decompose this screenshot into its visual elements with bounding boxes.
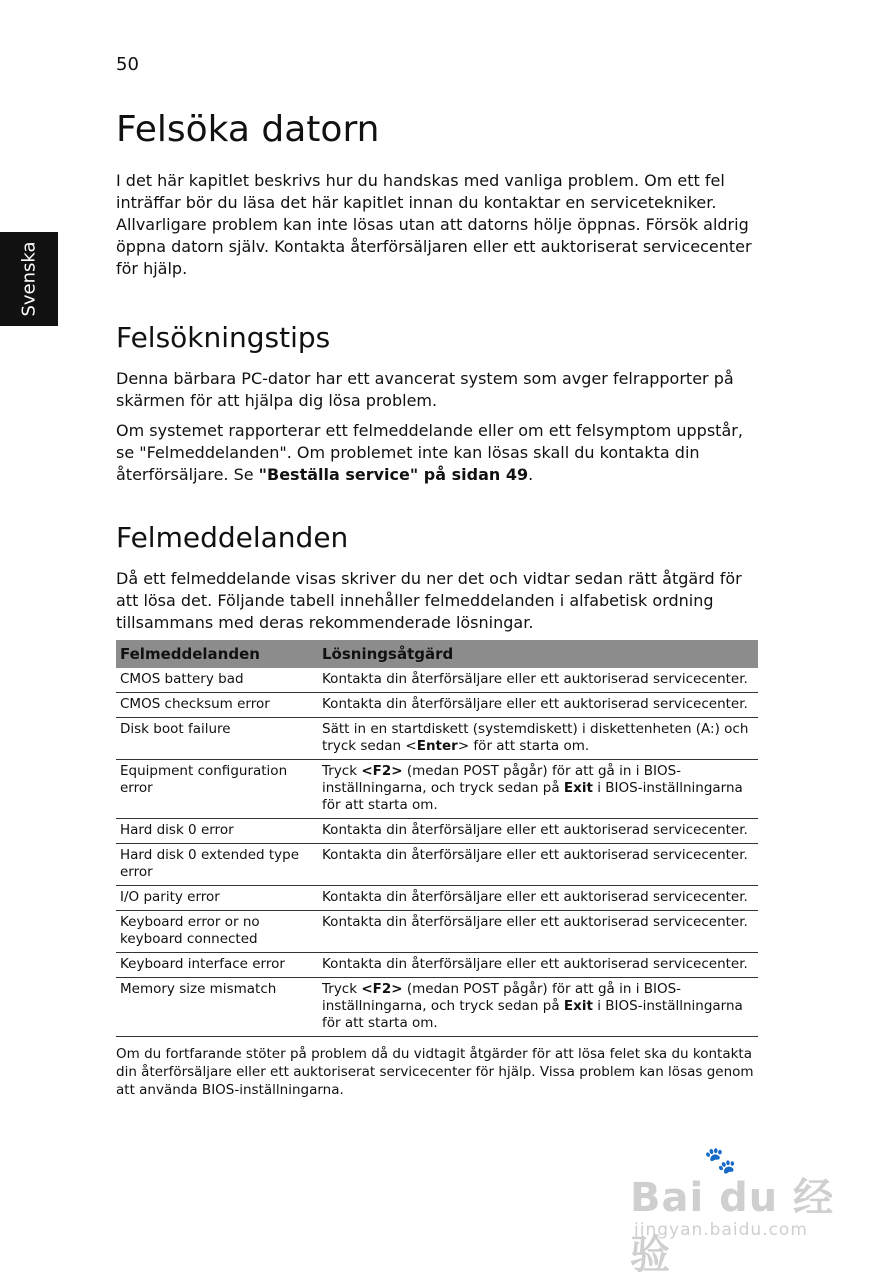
solution-text: Tryck [322,763,362,779]
solution-cell [318,718,758,760]
solution-text: i BIOS-inställningarna för att starta om. [322,998,743,1031]
menu-name: Exit [563,998,593,1014]
messages-intro: Då ett felmeddelande visas skriver du ner det och vidtar sedan rätt åtgärd för att lösa det. Följande tabell innehåller felmeddelanden i alfabetisk ordning tillsammans med deras rekommenderade lösningar. [116,569,742,632]
page-content [116,108,758,1099]
table-row [116,693,758,718]
error-cell: CMOS battery bad [116,668,318,693]
table-row [116,760,758,819]
error-cell: Equipment configuration error [116,760,318,819]
watermark-url: jingyan.baidu.com [634,1220,808,1240]
language-tab [0,232,58,326]
table-row [116,718,758,760]
service-cross-reference[interactable]: "Beställa service" på sidan 49 [258,465,529,484]
tips-paragraph-2-end: . [528,465,534,484]
solution-cell: Kontakta din återförsäljare eller ett auktoriserad servicecenter. [318,819,758,844]
solution-text: Sätt in en startdiskett (systemdiskett) i diskettenheten (A:) och tryck sedan < [322,721,749,754]
error-cell: Memory size mismatch [116,978,318,1037]
menu-name: Exit [563,780,593,796]
table-row [116,886,758,911]
tips-heading: Felsökningstips [116,321,331,354]
error-cell: I/O parity error [116,886,318,911]
key-name: <F2> [361,763,403,779]
solution-cell: Kontakta din återförsäljare eller ett auktoriserad servicecenter. [318,844,758,886]
table-row [116,844,758,886]
error-cell: CMOS checksum error [116,693,318,718]
paw-icon: 🐾 [704,1146,737,1176]
table-row [116,819,758,844]
closing-note: Om du fortfarande stöter på problem då du vidtagit åtgärder för att lösa felet ska du kontakta din återförsäljare eller ett auktoriserat servicecenter för hjälp. Vissa problem kan lösas genom att använda BIOS-inställningarna. [116,1046,754,1098]
solution-cell [318,760,758,819]
key-name: <F2> [361,981,403,997]
error-message-table [116,640,758,1037]
solution-cell [318,978,758,1037]
watermark-logo-text: Bai du 经验 [630,1175,835,1278]
error-cell: Disk boot failure [116,718,318,760]
table-header-row [116,640,758,668]
chapter-intro: I det här kapitlet beskrivs hur du handskas med vanliga problem. Om ett fel inträffar bör du läsa det här kapitlet innan du kontaktar en servicetekniker. Allvarligare problem kan inte lösas utan att datorns hölje öppnas. Försök aldrig öppna datorn själv. Kontakta återförsäljaren eller ett auktoriserat servicecenter för hjälp. [116,171,752,278]
solution-cell: Kontakta din återförsäljare eller ett auktoriserad servicecenter. [318,911,758,953]
tips-paragraph-2 [116,420,758,486]
table-row [116,978,758,1037]
tips-paragraph-1: Denna bärbara PC-dator har ett avancerat system som avger felrapporter på skärmen för att hjälpa dig lösa problem. [116,369,734,410]
error-cell: Hard disk 0 error [116,819,318,844]
page-number: 50 [116,54,139,75]
solution-cell: Kontakta din återförsäljare eller ett auktoriserad servicecenter. [318,953,758,978]
column-header-solution: Lösningsåtgärd [318,640,758,668]
column-header-error: Felmeddelanden [116,640,318,668]
baidu-watermark [612,1146,842,1278]
solution-cell: Kontakta din återförsäljare eller ett auktoriserad servicecenter. [318,668,758,693]
language-tab-label: Svenska [18,241,40,317]
key-name: Enter [416,738,458,754]
table-row [116,911,758,953]
error-cell: Keyboard interface error [116,953,318,978]
solution-text: (medan POST pågår) för att gå in i BIOS-inställningarna, och tryck sedan på [322,763,682,796]
solution-text: Tryck [322,981,362,997]
table-row [116,668,758,693]
solution-cell: Kontakta din återförsäljare eller ett auktoriserad servicecenter. [318,886,758,911]
table-row [116,953,758,978]
messages-heading: Felmeddelanden [116,521,349,554]
error-cell: Keyboard error or no keyboard connected [116,911,318,953]
solution-text: (medan POST pågår) för att gå in i BIOS-inställningarna, och tryck sedan på [322,981,682,1014]
page-title: Felsöka datorn [116,109,380,150]
solution-text: i BIOS-inställningarna för att starta om. [322,780,743,813]
tips-paragraph-2-text: Om systemet rapporterar ett felmeddelande eller om ett felsymptom uppstår, se "Felmeddelanden". Om problemet inte kan lösas skall du kontakta din återförsäljare. Se [116,421,743,484]
solution-cell: Kontakta din återförsäljare eller ett auktoriserad servicecenter. [318,693,758,718]
error-cell: Hard disk 0 extended type error [116,844,318,886]
solution-text: > för att starta om. [457,738,590,754]
